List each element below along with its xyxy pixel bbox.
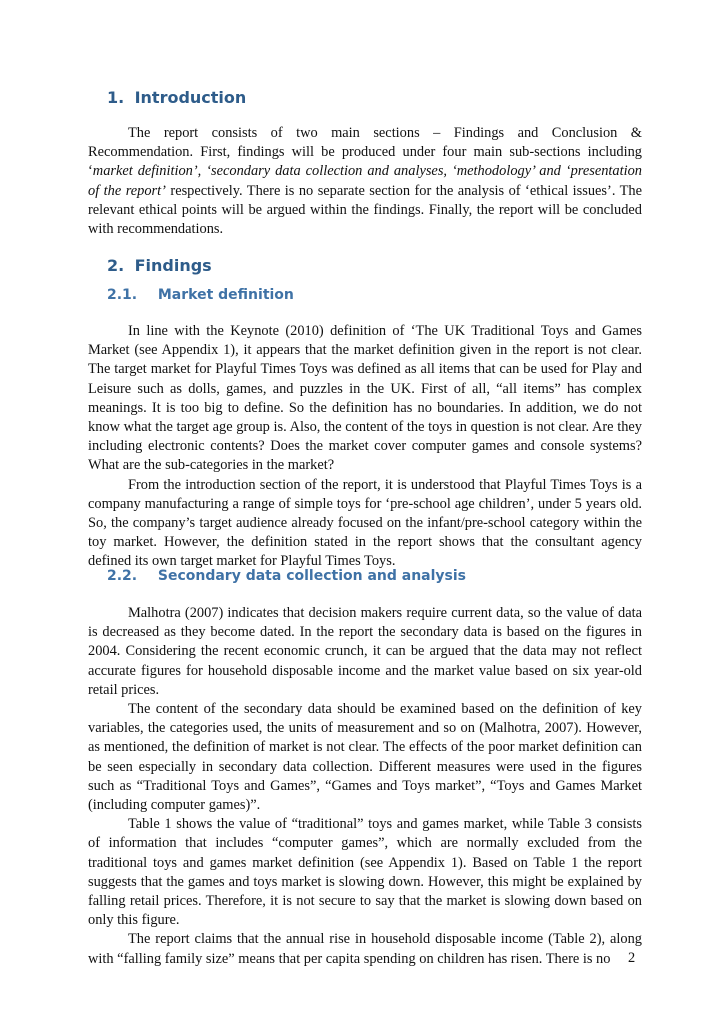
subsection-number: 2.1.: [107, 287, 138, 303]
secondary-data-body: [88, 604, 642, 969]
section-title: Introduction: [134, 88, 247, 107]
paragraph: In line with the Keynote (2010) definition of ‘The UK Traditional Toys and Games Market (see Appendix 1), it appears that the market definition given in the report is not clear. The target market for Playful Times Toys was defined as all items that can be used for Play and Leisure such as dolls, games, and puzzles in the UK. First of all, “all items” has complex meanings. It is too big to define. So the definition has no boundaries. In addition, we do not know what the target age group is. Also, the content of the toys in question is not clear. Are they including electronic contents? Does the market cover computer games and console systems? What are the sub-categories in the market?: [88, 323, 642, 474]
subsection-title: Secondary data collection and analysis: [157, 568, 467, 584]
subsection-number: 2.2.: [107, 568, 138, 584]
section-number: 2.: [107, 256, 125, 275]
subsection-heading-market-definition: [107, 287, 294, 303]
paragraph: The content of the secondary data should be examined based on the definition of key variables, the categories used, the units of measurement and so on (Malhotra, 2007). However, as mentioned, the definition of market is not clear. The effects of the poor market definition can be seen especially in secondary data collection. Different measures were used in the figures such as “Traditional Toys and Games”, “Games and Toys market”, “Toys and Games Market (including computer games)”.: [88, 701, 642, 814]
text-run: The report consists of two main sections – Findings and Conclusion & Recommendation. First, findings will be produced under four main sub-sections including ‘: [88, 125, 642, 180]
italic-text-run: market definition’, ‘secondary data collection and analyses, ‘methodology’ and ‘presentation of the report’: [88, 163, 642, 199]
subsection-heading-secondary-data: [107, 568, 466, 584]
section-number: 1.: [107, 88, 125, 107]
text-run: respectively. There is no separate section for the analysis of ‘ethical issues’. The relevant ethical points will be argued within the findings. Finally, the report will be concluded with recommendations.: [88, 182, 642, 238]
paragraph: Table 1 shows the value of “traditional” toys and games market, while Table 3 consists of information that includes “computer games”, which are normally excluded from the traditional toys and games market definition (see Appendix 1). Based on Table 1 the report suggests that the games and toys market is slowing down. However, this might be explained by falling retail prices. Therefore, it is not secure to say that the market is slowing down based on only this figure.: [88, 816, 642, 929]
subsection-title: Market definition: [157, 287, 294, 303]
introduction-body: [88, 124, 642, 239]
section-heading-introduction: [107, 88, 246, 107]
section-heading-findings: [107, 256, 212, 275]
page-number: 2: [628, 950, 636, 966]
introduction-paragraph: [88, 124, 642, 239]
paragraph: The report claims that the annual rise in household disposable income (Table 2), along with “falling family size” means that per capita spending on children has risen. There is no: [88, 931, 642, 967]
paragraph: Malhotra (2007) indicates that decision makers require current data, so the value of data is decreased as they become dated. In the report the secondary data is based on the figures in 2004. Considering the recent economic crunch, it can be argued that the data may not reflect accurate figures for household disposable income and the market value based on six year-old retail prices.: [88, 605, 642, 698]
section-title: Findings: [134, 256, 212, 275]
market-definition-body: [88, 322, 642, 572]
paragraph: From the introduction section of the report, it is understood that Playful Times Toys is a company manufacturing a range of simple toys for ‘pre-school age children’, under 5 years old. So, the company’s target audience already focused on the infant/pre-school category within the toy market. However, the definition stated in the report shows that the consultant agency defined its own target market for Playful Times Toys.: [88, 476, 642, 570]
